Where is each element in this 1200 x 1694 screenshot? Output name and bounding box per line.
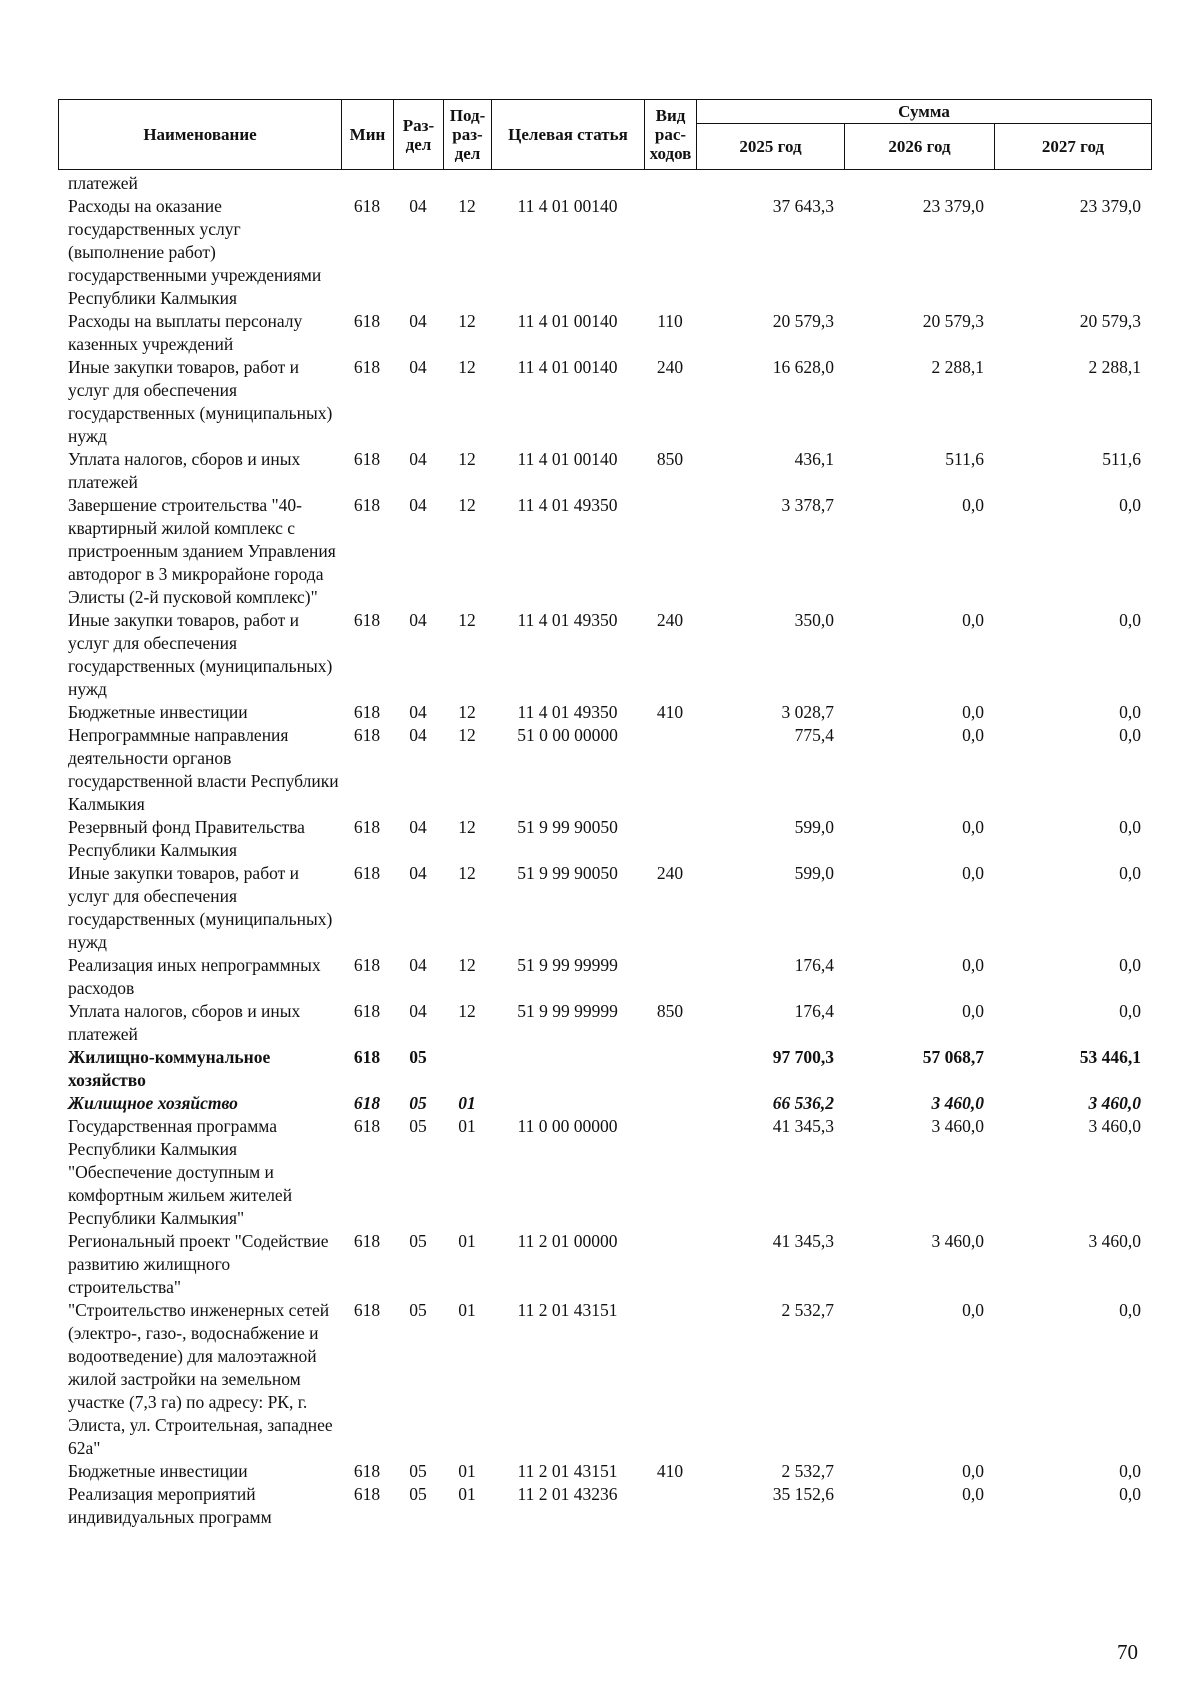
row-podrazdel: 01	[458, 1231, 476, 1251]
row-2026: 0,0	[962, 610, 984, 630]
row-2025: 97 700,3	[772, 1047, 834, 1067]
row-vid	[644, 954, 696, 1000]
table-row	[58, 609, 1151, 701]
row-podrazdel: 12	[458, 702, 476, 722]
row-2027	[994, 172, 1151, 195]
row-vid	[644, 494, 696, 609]
row-2026: 0,0	[962, 1484, 984, 1504]
row-vid: 240	[656, 357, 684, 377]
row-2026: 57 068,7	[922, 1047, 984, 1067]
row-name: Резервный фонд Правительства Республики Калмыкия	[68, 817, 305, 860]
row-name: Непрограммные направления деятельности органов государственной власти Республики Калмыкия	[68, 725, 339, 814]
table-row	[58, 356, 1151, 448]
row-min: 618	[353, 1047, 381, 1067]
row-2025: 599,0	[794, 817, 834, 837]
header-sum: Сумма	[697, 100, 1152, 124]
row-2027: 0,0	[1119, 702, 1141, 722]
row-name: Уплата налогов, сборов и иных платежей	[68, 1001, 301, 1044]
row-min: 618	[353, 955, 381, 975]
row-razdel: 04	[409, 817, 427, 837]
row-2027: 511,6	[1102, 449, 1141, 469]
row-podrazdel: 12	[458, 495, 476, 515]
table-row	[58, 862, 1151, 954]
row-name: Жилищное хозяйство	[68, 1093, 238, 1113]
row-2026: 511,6	[945, 449, 984, 469]
row-2025: 41 345,3	[772, 1116, 834, 1136]
table-row	[58, 1299, 1151, 1460]
row-min: 618	[353, 610, 381, 630]
row-min: 618	[353, 817, 381, 837]
row-vid: 240	[656, 863, 684, 883]
row-2026: 0,0	[962, 817, 984, 837]
row-2026: 3 460,0	[931, 1093, 984, 1113]
row-target: 11 2 01 43151	[517, 1300, 618, 1320]
row-razdel: 04	[409, 702, 427, 722]
row-2027: 0,0	[1119, 1461, 1141, 1481]
row-2025: 2 532,7	[781, 1461, 834, 1481]
row-name: Иные закупки товаров, работ и услуг для обеспечения государственных (муниципальных) нужд	[68, 863, 333, 952]
header-min: Мин	[342, 100, 394, 170]
row-2025: 20 579,3	[772, 311, 834, 331]
row-2027: 53 446,1	[1079, 1047, 1141, 1067]
row-target: 11 4 01 49350	[517, 702, 618, 722]
row-min: 618	[353, 196, 381, 216]
table-row	[58, 1230, 1151, 1299]
table-row	[58, 1115, 1151, 1230]
row-podrazdel	[443, 1046, 491, 1092]
table-row	[58, 1092, 1151, 1115]
row-2025	[696, 172, 844, 195]
row-razdel: 04	[409, 357, 427, 377]
row-2025: 599,0	[794, 863, 834, 883]
row-razdel: 04	[409, 725, 427, 745]
row-2027: 0,0	[1119, 955, 1141, 975]
row-2027: 3 460,0	[1088, 1116, 1141, 1136]
row-min: 618	[353, 357, 381, 377]
row-razdel: 04	[409, 610, 427, 630]
row-target: 51 9 99 90050	[517, 863, 618, 883]
row-podrazdel: 12	[458, 357, 476, 377]
row-razdel: 04	[409, 311, 427, 331]
row-razdel: 04	[409, 1001, 427, 1021]
header-2026: 2026 год	[845, 124, 995, 170]
row-2026: 0,0	[962, 1001, 984, 1021]
row-min: 618	[353, 725, 381, 745]
row-razdel	[393, 172, 443, 195]
row-razdel: 04	[409, 196, 427, 216]
row-2027: 0,0	[1119, 1484, 1141, 1504]
row-target: 11 4 01 00140	[517, 196, 618, 216]
header-podrazdel: Под- раз- дел	[444, 100, 492, 170]
row-vid	[644, 1046, 696, 1092]
row-name: Расходы на выплаты персоналу казенных учреждений	[68, 311, 303, 354]
table-row	[58, 172, 1151, 195]
row-target: 11 0 00 00000	[517, 1116, 618, 1136]
table-row	[58, 816, 1151, 862]
table-row	[58, 448, 1151, 494]
row-vid	[644, 195, 696, 310]
table-row	[58, 701, 1151, 724]
row-2026: 3 460,0	[931, 1231, 984, 1251]
row-podrazdel: 12	[458, 610, 476, 630]
table-body	[58, 172, 1151, 1529]
row-podrazdel: 12	[458, 196, 476, 216]
row-min: 618	[353, 1093, 381, 1113]
row-target: 11 4 01 49350	[517, 610, 618, 630]
row-2025: 16 628,0	[772, 357, 834, 377]
table-row	[58, 310, 1151, 356]
row-vid: 410	[656, 1461, 684, 1481]
row-podrazdel: 01	[458, 1116, 476, 1136]
row-2027: 0,0	[1119, 1300, 1141, 1320]
row-podrazdel: 12	[458, 1001, 476, 1021]
table-row	[58, 1460, 1151, 1483]
row-2027: 0,0	[1119, 610, 1141, 630]
row-target: 51 9 99 90050	[517, 817, 618, 837]
table-row	[58, 954, 1151, 1000]
row-podrazdel: 12	[458, 955, 476, 975]
row-2027: 0,0	[1119, 1001, 1141, 1021]
row-2025: 3 378,7	[781, 495, 834, 515]
row-name: Региональный проект "Содействие развитию жилищного строительства"	[68, 1231, 329, 1297]
row-name: Уплата налогов, сборов и иных платежей	[68, 449, 301, 492]
row-min: 618	[353, 863, 381, 883]
row-2027: 0,0	[1119, 817, 1141, 837]
row-min: 618	[353, 1116, 381, 1136]
header-razdel: Раз- дел	[394, 100, 444, 170]
row-2025: 41 345,3	[772, 1231, 834, 1251]
row-2027: 0,0	[1119, 863, 1141, 883]
row-vid: 240	[656, 610, 684, 630]
row-name: Государственная программа Республики Калмыкия "Обеспечение доступным и комфортным жильем жителей Республики Калмыкия"	[68, 1116, 293, 1228]
row-min: 618	[353, 1300, 381, 1320]
row-vid	[644, 1115, 696, 1230]
row-2027: 0,0	[1119, 495, 1141, 515]
table-row	[58, 494, 1151, 609]
row-target: 51 9 99 99999	[517, 1001, 618, 1021]
header-vid: Вид рас- ходов	[645, 100, 697, 170]
row-razdel: 05	[409, 1461, 427, 1481]
header-2025: 2025 год	[697, 124, 845, 170]
row-2025: 37 643,3	[772, 196, 834, 216]
row-name: Расходы на оказание государственных услуг (выполнение работ) государственными учреждениями Республики Калмыкия	[68, 196, 322, 308]
row-min: 618	[353, 1461, 381, 1481]
row-target: 11 2 01 43151	[517, 1461, 618, 1481]
table-row	[58, 195, 1151, 310]
row-target: 11 4 01 00140	[517, 311, 618, 331]
row-razdel: 05	[409, 1093, 427, 1113]
row-target	[491, 1092, 644, 1115]
header-name: Наименование	[59, 100, 342, 170]
row-2025: 350,0	[794, 610, 834, 630]
row-target: 11 4 01 00140	[517, 449, 618, 469]
row-podrazdel: 12	[458, 817, 476, 837]
row-2026: 3 460,0	[931, 1116, 984, 1136]
row-target: 51 0 00 00000	[517, 725, 618, 745]
row-name: Жилищно-коммунальное хозяйство	[68, 1047, 271, 1090]
row-name: Иные закупки товаров, работ и услуг для обеспечения государственных (муниципальных) нужд	[68, 357, 333, 446]
row-podrazdel	[443, 172, 491, 195]
row-min: 618	[353, 495, 381, 515]
row-2026	[844, 172, 994, 195]
table-row	[58, 1046, 1151, 1092]
row-2027: 20 579,3	[1079, 311, 1141, 331]
row-target: 11 2 01 00000	[517, 1231, 618, 1251]
row-target	[491, 1046, 644, 1092]
row-2026: 0,0	[962, 495, 984, 515]
row-vid: 410	[656, 702, 684, 722]
row-min: 618	[353, 449, 381, 469]
row-razdel: 04	[409, 863, 427, 883]
row-2026: 2 288,1	[931, 357, 984, 377]
row-podrazdel: 12	[458, 725, 476, 745]
row-2027: 3 460,0	[1088, 1093, 1141, 1113]
row-2026: 23 379,0	[922, 196, 984, 216]
row-target	[491, 172, 644, 195]
row-2026: 0,0	[962, 955, 984, 975]
table-row	[58, 1483, 1151, 1529]
row-podrazdel: 01	[458, 1484, 476, 1504]
row-podrazdel: 12	[458, 449, 476, 469]
header-target: Целевая статья	[492, 100, 645, 170]
row-razdel: 05	[409, 1047, 427, 1067]
row-vid: 110	[657, 311, 683, 331]
row-name: "Строительство инженерных сетей (электро-, газо-, водоснабжение и водоотведение) для малоэтажной жилой застройки на земельном участке (7,3 га) по адресу: РК, г. Элиста, ул. Строительная, западнее 62а"	[68, 1300, 333, 1458]
row-vid	[644, 1483, 696, 1529]
row-target: 51 9 99 99999	[517, 955, 618, 975]
row-2025: 66 536,2	[772, 1093, 834, 1113]
row-vid: 850	[656, 1001, 684, 1021]
table-row	[58, 724, 1151, 816]
row-name: Реализация иных непрограммных расходов	[68, 955, 321, 998]
row-2025: 436,1	[794, 449, 834, 469]
row-min: 618	[353, 702, 381, 722]
row-name: Бюджетные инвестиции	[68, 1461, 248, 1481]
row-2026: 0,0	[962, 863, 984, 883]
row-razdel: 04	[409, 495, 427, 515]
row-2026: 0,0	[962, 725, 984, 745]
row-vid: 850	[656, 449, 684, 469]
row-2027: 23 379,0	[1079, 196, 1141, 216]
row-min: 618	[353, 1484, 381, 1504]
row-razdel: 04	[409, 449, 427, 469]
row-podrazdel: 01	[458, 1461, 476, 1481]
row-min: 618	[353, 1001, 381, 1021]
row-vid	[644, 1230, 696, 1299]
row-target: 11 2 01 43236	[517, 1484, 618, 1504]
page-number: 70	[1117, 1640, 1138, 1664]
header-2027: 2027 год	[995, 124, 1152, 170]
row-vid	[644, 816, 696, 862]
row-2025: 775,4	[794, 725, 834, 745]
row-target: 11 4 01 49350	[517, 495, 618, 515]
row-2026: 20 579,3	[922, 311, 984, 331]
row-podrazdel: 01	[458, 1300, 476, 1320]
row-vid	[644, 172, 696, 195]
row-2026: 0,0	[962, 702, 984, 722]
row-vid	[644, 1092, 696, 1115]
row-min: 618	[353, 311, 381, 331]
row-2025: 2 532,7	[781, 1300, 834, 1320]
row-2025: 176,4	[794, 1001, 834, 1021]
row-name: Реализация мероприятий индивидуальных программ	[68, 1484, 272, 1527]
row-podrazdel: 12	[458, 863, 476, 883]
row-2025: 35 152,6	[772, 1484, 834, 1504]
row-2026: 0,0	[962, 1461, 984, 1481]
row-razdel: 05	[409, 1300, 427, 1320]
row-2027: 3 460,0	[1088, 1231, 1141, 1251]
row-2025: 176,4	[794, 955, 834, 975]
row-vid	[644, 1299, 696, 1460]
table-row	[58, 1000, 1151, 1046]
row-razdel: 05	[409, 1484, 427, 1504]
row-2026: 0,0	[962, 1300, 984, 1320]
row-name: платежей	[68, 173, 138, 193]
row-vid	[644, 724, 696, 816]
row-min	[341, 172, 393, 195]
row-target: 11 4 01 00140	[517, 357, 618, 377]
row-2027: 0,0	[1119, 725, 1141, 745]
row-2025: 3 028,7	[781, 702, 834, 722]
row-name: Бюджетные инвестиции	[68, 702, 248, 722]
row-2027: 2 288,1	[1088, 357, 1141, 377]
row-name: Завершение строительства "40-квартирный жилой комплекс с пристроенным зданием Управления автодорог в 3 микрорайоне города Элисты (2-й пусковой комплекс)"	[68, 495, 336, 607]
row-razdel: 05	[409, 1116, 427, 1136]
row-podrazdel: 12	[458, 311, 476, 331]
table-header	[58, 99, 1152, 170]
budget-table	[58, 172, 1151, 1529]
row-razdel: 04	[409, 955, 427, 975]
row-min: 618	[353, 1231, 381, 1251]
row-name: Иные закупки товаров, работ и услуг для обеспечения государственных (муниципальных) нужд	[68, 610, 333, 699]
row-podrazdel: 01	[458, 1093, 476, 1113]
row-razdel: 05	[409, 1231, 427, 1251]
